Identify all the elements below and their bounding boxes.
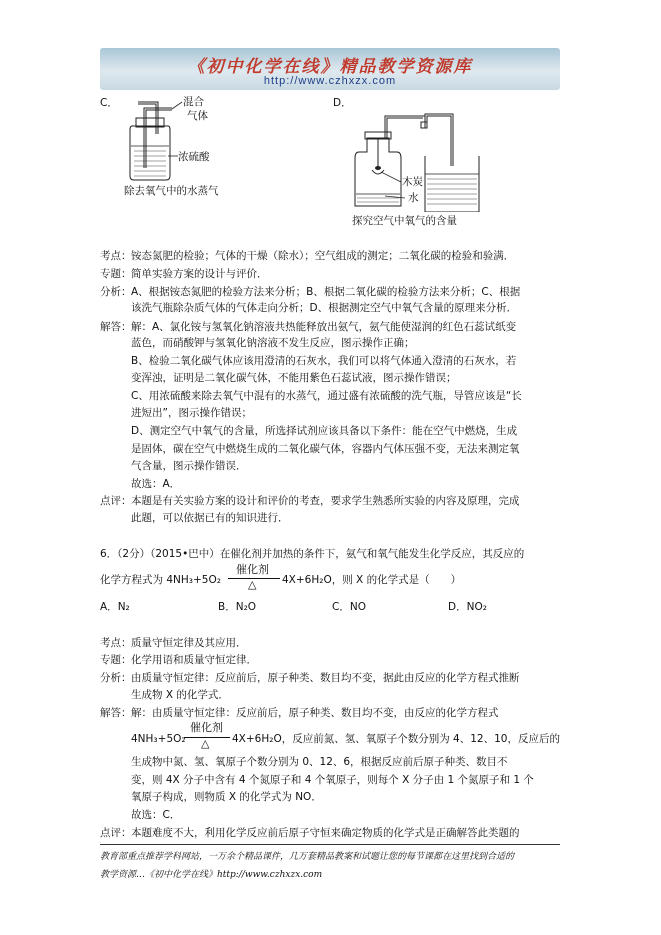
option-text: N₂O <box>235 601 257 613</box>
q6-option-b[interactable] <box>218 600 256 614</box>
q5-jieda-line: 是固体，碳在空气中燃烧生成的二氧化碳气体，容器内气体压强不变，无法来测定氧 <box>131 443 520 455</box>
q6-dianping-line: 本题难度不大，利用化学反应前后原子守恒来确定物质的化学式是正确解答此类题的 <box>131 827 520 839</box>
option-key: D． <box>448 601 467 613</box>
q6-eq-reactants: 4NH₃+5O₂ <box>131 733 186 745</box>
q6-fenxi-label: 分析： <box>100 672 132 684</box>
gas-washing-bottle-figure <box>110 96 230 184</box>
q5-jieda-label: 解答： <box>100 321 132 333</box>
q6-jieda-line: 生成物中氮、氢、氧原子个数分别为 0、12、6，根据反应前后原子种类、数目不 <box>131 756 508 768</box>
q6-zhuanti-text: 化学用语和质量守恒定律． <box>131 654 257 666</box>
q5-answer: 故选：A． <box>131 478 181 490</box>
footer-divider <box>100 844 560 845</box>
acid-label: 浓硫酸 <box>178 151 210 163</box>
q5-jieda-line: 进短出”，图示操作错误； <box>131 407 252 419</box>
q5-dianping-line: 此题，可以依据已有的知识进行． <box>131 512 289 524</box>
site-title: 《初中化学在线》精品教学资源库 <box>187 57 473 77</box>
q6-stem-line1: 6．（2分）（2015•巴中）在催化剂并加热的条件下，氨气和氧气能发生化学反应，其反应的 <box>100 548 525 560</box>
q6-catalyst-label: 催化剂 <box>236 563 269 576</box>
q5-kaodian-text: 铵态氮肥的检验；气体的干燥（除水）；空气组成的测定；二氧化碳的检验和验满． <box>131 250 515 262</box>
beaker-water-hatching <box>427 179 477 204</box>
option-key: C． <box>332 601 350 613</box>
header-banner <box>100 48 560 90</box>
delivery-tube <box>425 114 453 166</box>
q5-jieda-line: 解：A、氯化铵与氢氧化钠溶液共热能释放出氨气，氨气能使湿润的红色石蕊试纸变 <box>131 321 517 333</box>
q6-heat-symbol: △ <box>248 578 257 591</box>
figure-c-label: C． <box>100 97 118 109</box>
q6-option-a[interactable] <box>100 600 130 614</box>
q6-jieda-line: 解：由质量守恒定律：反应前后，原子种类、数目均不变，由反应的化学方程式 <box>131 707 499 719</box>
option-text: N₂ <box>117 601 130 613</box>
charcoal-leader <box>381 172 401 182</box>
q6-eq-heat: △ <box>201 737 210 750</box>
clamp <box>421 122 427 128</box>
q6-jieda-line: 氧原子构成，则物质 X 的化学式为 NO． <box>131 791 322 803</box>
q5-dianping-line: 本题是有关实验方案的设计和评价的考查，要求学生熟悉所实验的内容及原理，完成 <box>131 495 520 507</box>
water-label: 水 <box>408 192 419 204</box>
q6-dianping-label: 点评： <box>100 827 132 839</box>
q6-option-c[interactable] <box>332 600 366 614</box>
q5-zhuanti-label: 专题： <box>100 268 132 280</box>
q6-jieda-line: 变，则 4X 分子中含有 4 个氮原子和 4 个氧原子，则每个 X 分子由 1 个氮原子和 1 个 <box>131 774 534 786</box>
q5-jieda-line: B、检验二氧化碳气体应该用澄清的石灰水，我们可以将气体通入澄清的石灰水，若 <box>131 355 517 367</box>
q5-fenxi-line: 该洗气瓶除杂质气体的气体走向分析；D、根据测定空气中氧气含量的原理来分析． <box>131 302 518 314</box>
q5-jieda-line: D、测定空气中氧气的含量，所选择试剂应该具备以下条件：能在空气中燃烧，生成 <box>131 425 518 437</box>
q6-stem-reactants: 化学方程式为 4NH₃+5O₂ <box>100 574 221 586</box>
combustion-spoon <box>372 170 384 174</box>
acid-liquid-hatching <box>134 151 166 176</box>
bottle-water-hatching <box>357 198 399 202</box>
site-url[interactable]: http://www.czhxzx.com <box>263 75 397 87</box>
q6-eq-catalyst: 催化剂 <box>190 721 223 734</box>
option-text: NO₂ <box>466 601 487 613</box>
option-text: NO <box>349 601 366 613</box>
bottle-outline <box>130 126 170 180</box>
q5-jieda-line: 变浑浊，证明是二氧化碳气体，不能用紫色石蕊试液，图示操作错误； <box>131 372 457 384</box>
q6-fenxi-line: 由质量守恒定律：反应前后，原子种类、数目均不变，据此由反应的化学方程式推断 <box>131 672 520 684</box>
option-key: B． <box>218 601 236 613</box>
q5-zhuanti-text: 简单实验方案的设计与评价． <box>131 268 268 280</box>
q6-kaodian-text: 质量守恒定律及其应用． <box>131 637 247 649</box>
footer-line-1: 教育部重点推荐学科网站，一万余个精品课件，几万套精品教案和试题让您的每节课都在这里找到合适的 <box>100 852 515 862</box>
figure-d-caption: 探究空气中氧气的含量 <box>352 215 457 227</box>
q5-fenxi-line: A、根据铵态氮肥的检验方法来分析；B、根据二氧化碳的检验方法来分析；C、根据 <box>131 286 521 298</box>
gas-label-2: 气体 <box>187 110 208 122</box>
q6-eq-products: 4X+6H₂O，反应前氮、氢、氧原子个数分别为 4、12、10，反应后的 <box>232 733 560 745</box>
q5-fenxi-label: 分析： <box>100 286 132 298</box>
q5-kaodian-label: 考点： <box>100 250 132 262</box>
figure-d-label: D． <box>333 97 352 109</box>
charcoal-piece <box>375 166 381 170</box>
q6-answer: 故选：C． <box>131 809 181 821</box>
q6-kaodian-label: 考点： <box>100 637 132 649</box>
gas-label-1: 混合 <box>183 96 204 108</box>
gas-label-leader <box>172 102 182 109</box>
q5-dianping-label: 点评： <box>100 495 132 507</box>
q5-jieda-line: C、用浓硫酸来除去氧气中混有的水蒸气，通过盛有浓硫酸的洗气瓶，导管应该是“长 <box>131 390 522 402</box>
charcoal-label: 木炭 <box>402 176 423 188</box>
q5-jieda-line: 气含量，图示操作错误． <box>131 460 247 472</box>
footer-line-2[interactable]: 教学资源…《初中化学在线》http://www.czhxzx.com <box>100 870 323 880</box>
q6-fenxi-line: 生成物 X 的化学式． <box>131 689 229 701</box>
q5-jieda-line: 蓝色，而硝酸钾与氢氧化钠溶液不发生反应，图示操作正确； <box>131 337 415 349</box>
q6-zhuanti-label: 专题： <box>100 654 132 666</box>
option-key: A． <box>100 601 118 613</box>
q6-stem-products: 4X+6H₂O，则 X 的化学式是（ ） <box>282 574 462 586</box>
q6-jieda-label: 解答： <box>100 707 132 719</box>
q6-option-d[interactable] <box>448 600 487 614</box>
figure-c-caption: 除去氧气中的水蒸气 <box>124 185 219 197</box>
